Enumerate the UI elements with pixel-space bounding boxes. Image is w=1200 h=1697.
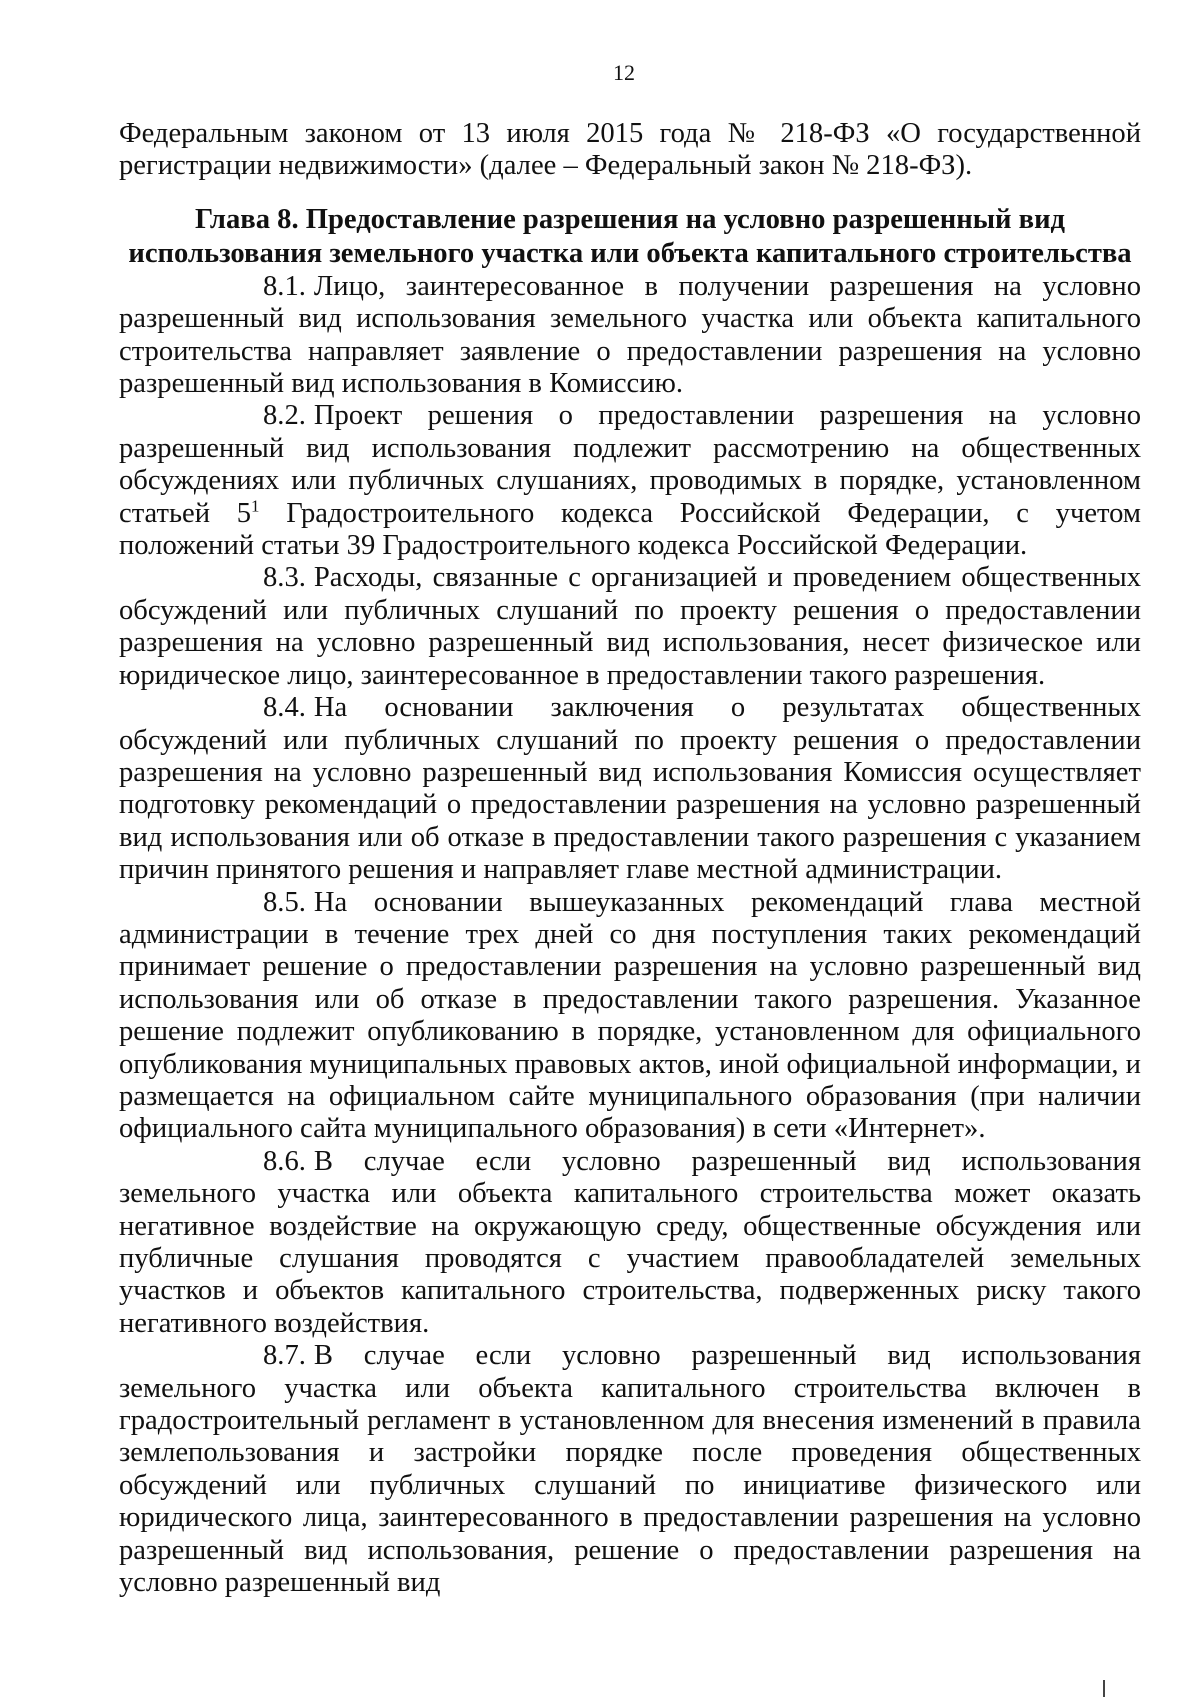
document-body [119, 118, 1141, 1599]
clause-number: 8.4. [263, 692, 306, 724]
clause-number: 8.1. [263, 270, 306, 302]
clause-text-part-2: Градостроительного кодекса Российской Федерации, с учетом положений статьи 39 Градостроительного кодекса Российской Федерации. [119, 497, 1141, 562]
clause-number: 8.3. [263, 562, 306, 594]
clause-8-5 [119, 887, 1141, 1146]
page-number: 12 [613, 60, 635, 85]
clause-8-4 [119, 692, 1141, 886]
clause-8-7 [119, 1340, 1141, 1599]
clause-8-6 [119, 1146, 1141, 1340]
clause-number: 8.7. [263, 1340, 306, 1372]
clause-text: В случае если условно разрешенный вид использования земельного участка или объекта капитального строительства включен в градостроительный регламент в установленном для внесения изменений в правила землепользования и застройки порядке после проведения общественных обсуждений или публичных слушаний по инициативе физического или юридического лица, заинтересованного в предоставлении разрешения на условно разрешенный вид использования, решение о предоставлении разрешения на условно разрешенный вид [119, 1340, 1141, 1599]
intro-paragraph: Федеральным законом от 13 июля 2015 года № 218-ФЗ «О государственной регистрации недвижимости» (далее – Федеральный закон № 218-ФЗ). [119, 118, 1141, 182]
clause-8-2 [119, 400, 1141, 562]
scan-edge-mark [1103, 1680, 1105, 1697]
clause-text-part-1: Проект решения о предоставлении разрешения на условно разрешенный вид использования подлежит рассмотрению на общественных обсуждениях или публичных слушаниях, проводимых в порядке, установленном статьей 5 [119, 400, 1141, 529]
clause-8-3 [119, 562, 1141, 692]
clause-text: Расходы, связанные с организацией и проведением общественных обсуждений или публичных слушаний по проекту решения о предоставлении разрешения на условно разрешенный вид использования, несет физическое или юридическое лицо, заинтересованное в предоставлении такого разрешения. [119, 562, 1141, 691]
clause-8-1 [119, 271, 1141, 401]
clause-number: 8.6. [263, 1145, 306, 1177]
chapter-title: Глава 8. Предоставление разрешения на условно разрешенный вид использования земельного участка или объекта капитального строительства [128, 203, 1132, 269]
clause-text: Лицо, заинтересованное в получении разрешения на условно разрешенный вид использования земельного участка или объекта капитального строительства направляет заявление о предоставлении разрешения на условно разрешенный вид использования в Комиссию. [119, 270, 1141, 400]
clause-number: 8.5. [263, 886, 306, 918]
clause-number: 8.2. [263, 400, 306, 432]
article-superscript: 1 [251, 496, 260, 516]
clause-text: На основании вышеуказанных рекомендаций глава местной администрации в течение трех дней со дня поступления таких рекомендаций принимает решение о предоставлении разрешения на условно разрешенный вид использования или об отказе в предоставлении такого разрешения. Указанное решение подлежит опубликованию в порядке, установленном для официального опубликования муниципальных правовых актов, иной официальной информации, и размещается на официальном сайте муниципального образования (при наличии официального сайта муниципального образования) в сети «Интернет». [119, 886, 1141, 1145]
clause-text: На основании заключения о результатах общественных обсуждений или публичных слушаний по проекту решения о предоставлении разрешения на условно разрешенный вид использования Комиссия осуществляет подготовку рекомендаций о предоставлении разрешения на условно разрешенный вид использования или об отказе в предоставлении такого разрешения с указанием причин принятого решения и направляет главе местной администрации. [119, 692, 1141, 886]
clause-text: В случае если условно разрешенный вид использования земельного участка или объекта капитального строительства может оказать негативное воздействие на окружающую среду, общественные обсуждения или публичные слушания проводятся с участием правообладателей земельных участков и объектов капитального строительства, подверженных риску такого негативного воздействия. [119, 1145, 1141, 1339]
